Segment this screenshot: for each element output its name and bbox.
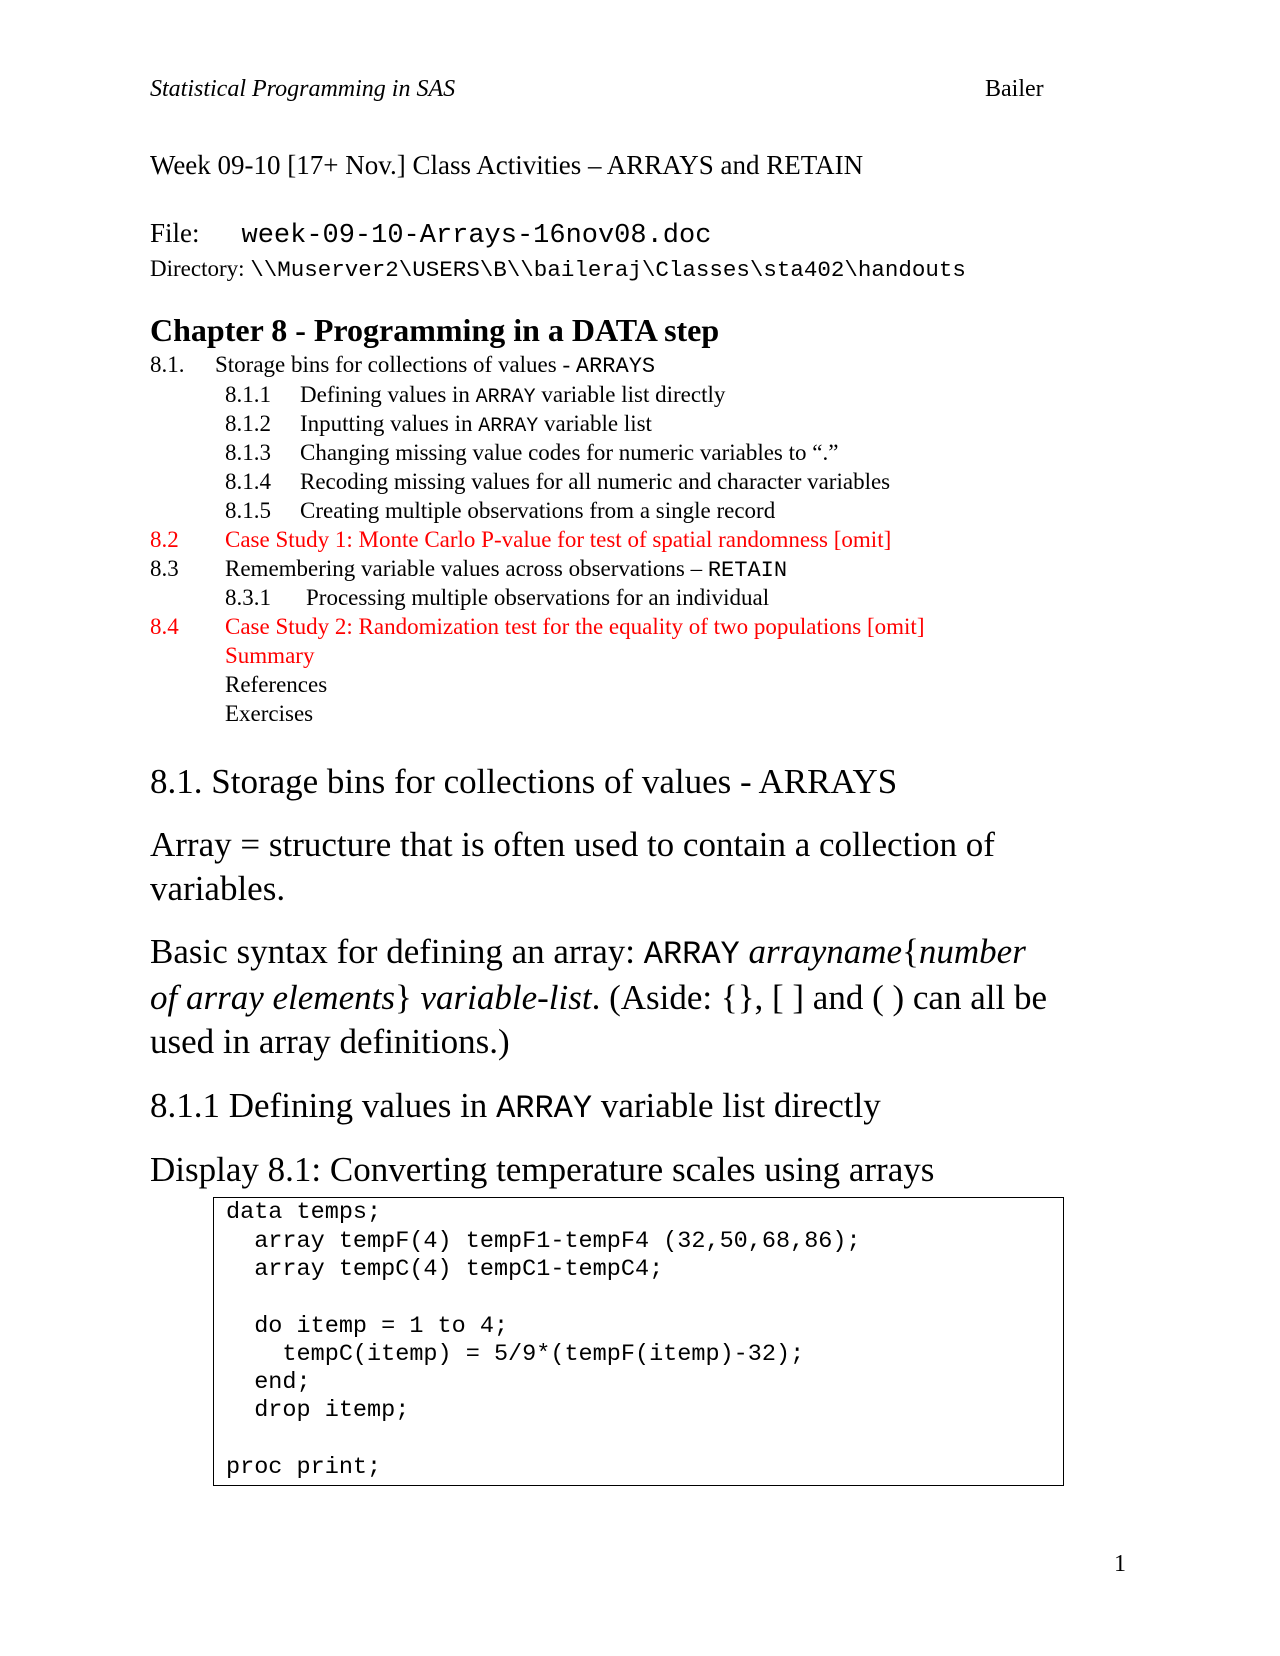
toc-item-8-1-5: Creating multiple observations from a single record — [300, 498, 776, 523]
toc-item-8-1-1-post: variable list directly — [535, 382, 726, 407]
file-label: File: — [150, 218, 200, 248]
toc-item-8-1-2-code: ARRAY — [478, 415, 539, 438]
syntax-line-1 — [150, 932, 1026, 973]
toc-num-8-4: 8.4 — [150, 614, 179, 639]
toc-item-8-1-1-code: ARRAY — [475, 386, 536, 409]
toc-item-8-1-1-pre: Defining values in — [300, 382, 476, 407]
section-8-1-1-heading-post: variable list directly — [592, 1086, 881, 1125]
toc-num-8-1-5: 8.1.5 — [225, 498, 271, 523]
code-line: data temps; — [226, 1199, 382, 1226]
syntax-open-brace: { — [902, 932, 919, 971]
week-title: Week 09-10 [17+ Nov.] Class Activities – ARRAYS and RETAIN — [150, 150, 864, 180]
toc-item-8-1-2 — [300, 411, 652, 438]
section-8-1-1-heading-code: ARRAY — [496, 1090, 593, 1127]
running-header-author: Bailer — [985, 76, 1044, 102]
toc-item-summary: Summary — [225, 643, 315, 668]
array-definition-line-2: variables. — [150, 869, 286, 908]
toc-num-8-1: 8.1. — [150, 352, 185, 377]
toc-num-8-3: 8.3 — [150, 556, 179, 581]
code-line: do itemp = 1 to 4; — [226, 1313, 509, 1340]
syntax-variable-list: variable-list — [411, 978, 592, 1017]
toc-item-8-1-code: ARRAYS — [575, 354, 656, 379]
toc-item-8-1-3: Changing missing value codes for numeric variables to “.” — [300, 440, 839, 465]
section-8-1-1-heading — [150, 1086, 881, 1127]
syntax-array-keyword: ARRAY — [643, 936, 740, 973]
toc-item-8-3-1: Processing multiple observations for an individual — [306, 585, 770, 610]
syntax-arrayname: arrayname — [739, 932, 903, 971]
array-definition-line-1: Array = structure that is often used to contain a collection of — [150, 825, 995, 864]
file-name: week-09-10-Arrays-16nov08.doc — [241, 221, 712, 251]
directory-line — [150, 256, 966, 283]
syntax-aside: . (Aside: {}, [ ] and ( ) can all be — [591, 978, 1047, 1017]
toc-item-8-4: Case Study 2: Randomization test for the equality of two populations [omit] — [225, 614, 925, 639]
code-line: proc print; — [226, 1454, 382, 1481]
toc-item-8-3 — [225, 556, 787, 583]
syntax-close-brace: } — [394, 978, 412, 1017]
code-line: array tempF(4) tempF1-tempF4 (32,50,68,86); — [226, 1228, 861, 1255]
section-8-1-1-heading-pre: 8.1.1 Defining values in — [150, 1086, 497, 1125]
page-number: 1 — [1114, 1551, 1126, 1577]
toc-num-8-1-2: 8.1.2 — [225, 411, 271, 436]
toc-item-exercises: Exercises — [225, 701, 314, 726]
toc-item-references: References — [225, 672, 328, 697]
code-block — [213, 1197, 1064, 1486]
syntax-intro: Basic syntax for defining an array: — [150, 932, 644, 971]
toc-num-8-1-3: 8.1.3 — [225, 440, 271, 465]
syntax-line-3: used in array definitions.) — [150, 1022, 510, 1061]
toc-num-8-1-4: 8.1.4 — [225, 469, 271, 494]
chapter-title: Chapter 8 - Programming in a DATA step — [150, 312, 720, 348]
toc-item-8-1-2-post: variable list — [538, 411, 652, 436]
running-header-title: Statistical Programming in SAS — [150, 76, 456, 102]
code-line: drop itemp; — [226, 1397, 410, 1424]
code-line: array tempC(4) tempC1-tempC4; — [226, 1256, 664, 1283]
file-line — [150, 218, 711, 251]
directory-path: \\Muserver2\USERS\B\\baileraj\Classes\sta402\handouts — [250, 257, 966, 283]
toc-item-8-3-text: Remembering variable values across observations – — [225, 556, 708, 581]
toc-num-8-2: 8.2 — [150, 527, 179, 552]
code-line: end; — [226, 1369, 311, 1396]
toc-num-8-3-1: 8.3.1 — [225, 585, 271, 610]
toc-item-8-2: Case Study 1: Monte Carlo P-value for test of spatial randomness [omit] — [225, 527, 892, 552]
toc-item-8-1-text: Storage bins for collections of values - — [215, 352, 576, 377]
syntax-line-2 — [150, 978, 1047, 1018]
code-line: tempC(itemp) = 5/9*(tempF(itemp)-32); — [226, 1341, 805, 1368]
directory-label: Directory: — [150, 256, 245, 281]
toc-item-8-1-2-pre: Inputting values in — [300, 411, 479, 436]
toc-item-8-3-code: RETAIN — [707, 558, 788, 583]
syntax-array-elements: of array elements — [150, 978, 395, 1017]
toc-num-8-1-1: 8.1.1 — [225, 382, 271, 407]
toc-item-8-1-1 — [300, 382, 725, 409]
syntax-number: number — [918, 932, 1026, 971]
toc-item-8-1-4: Recoding missing values for all numeric and character variables — [300, 469, 891, 494]
display-title: Display 8.1: Converting temperature scales using arrays — [150, 1150, 935, 1189]
section-8-1-heading: 8.1. Storage bins for collections of values - ARRAYS — [150, 762, 898, 801]
toc-item-8-1 — [215, 352, 655, 379]
